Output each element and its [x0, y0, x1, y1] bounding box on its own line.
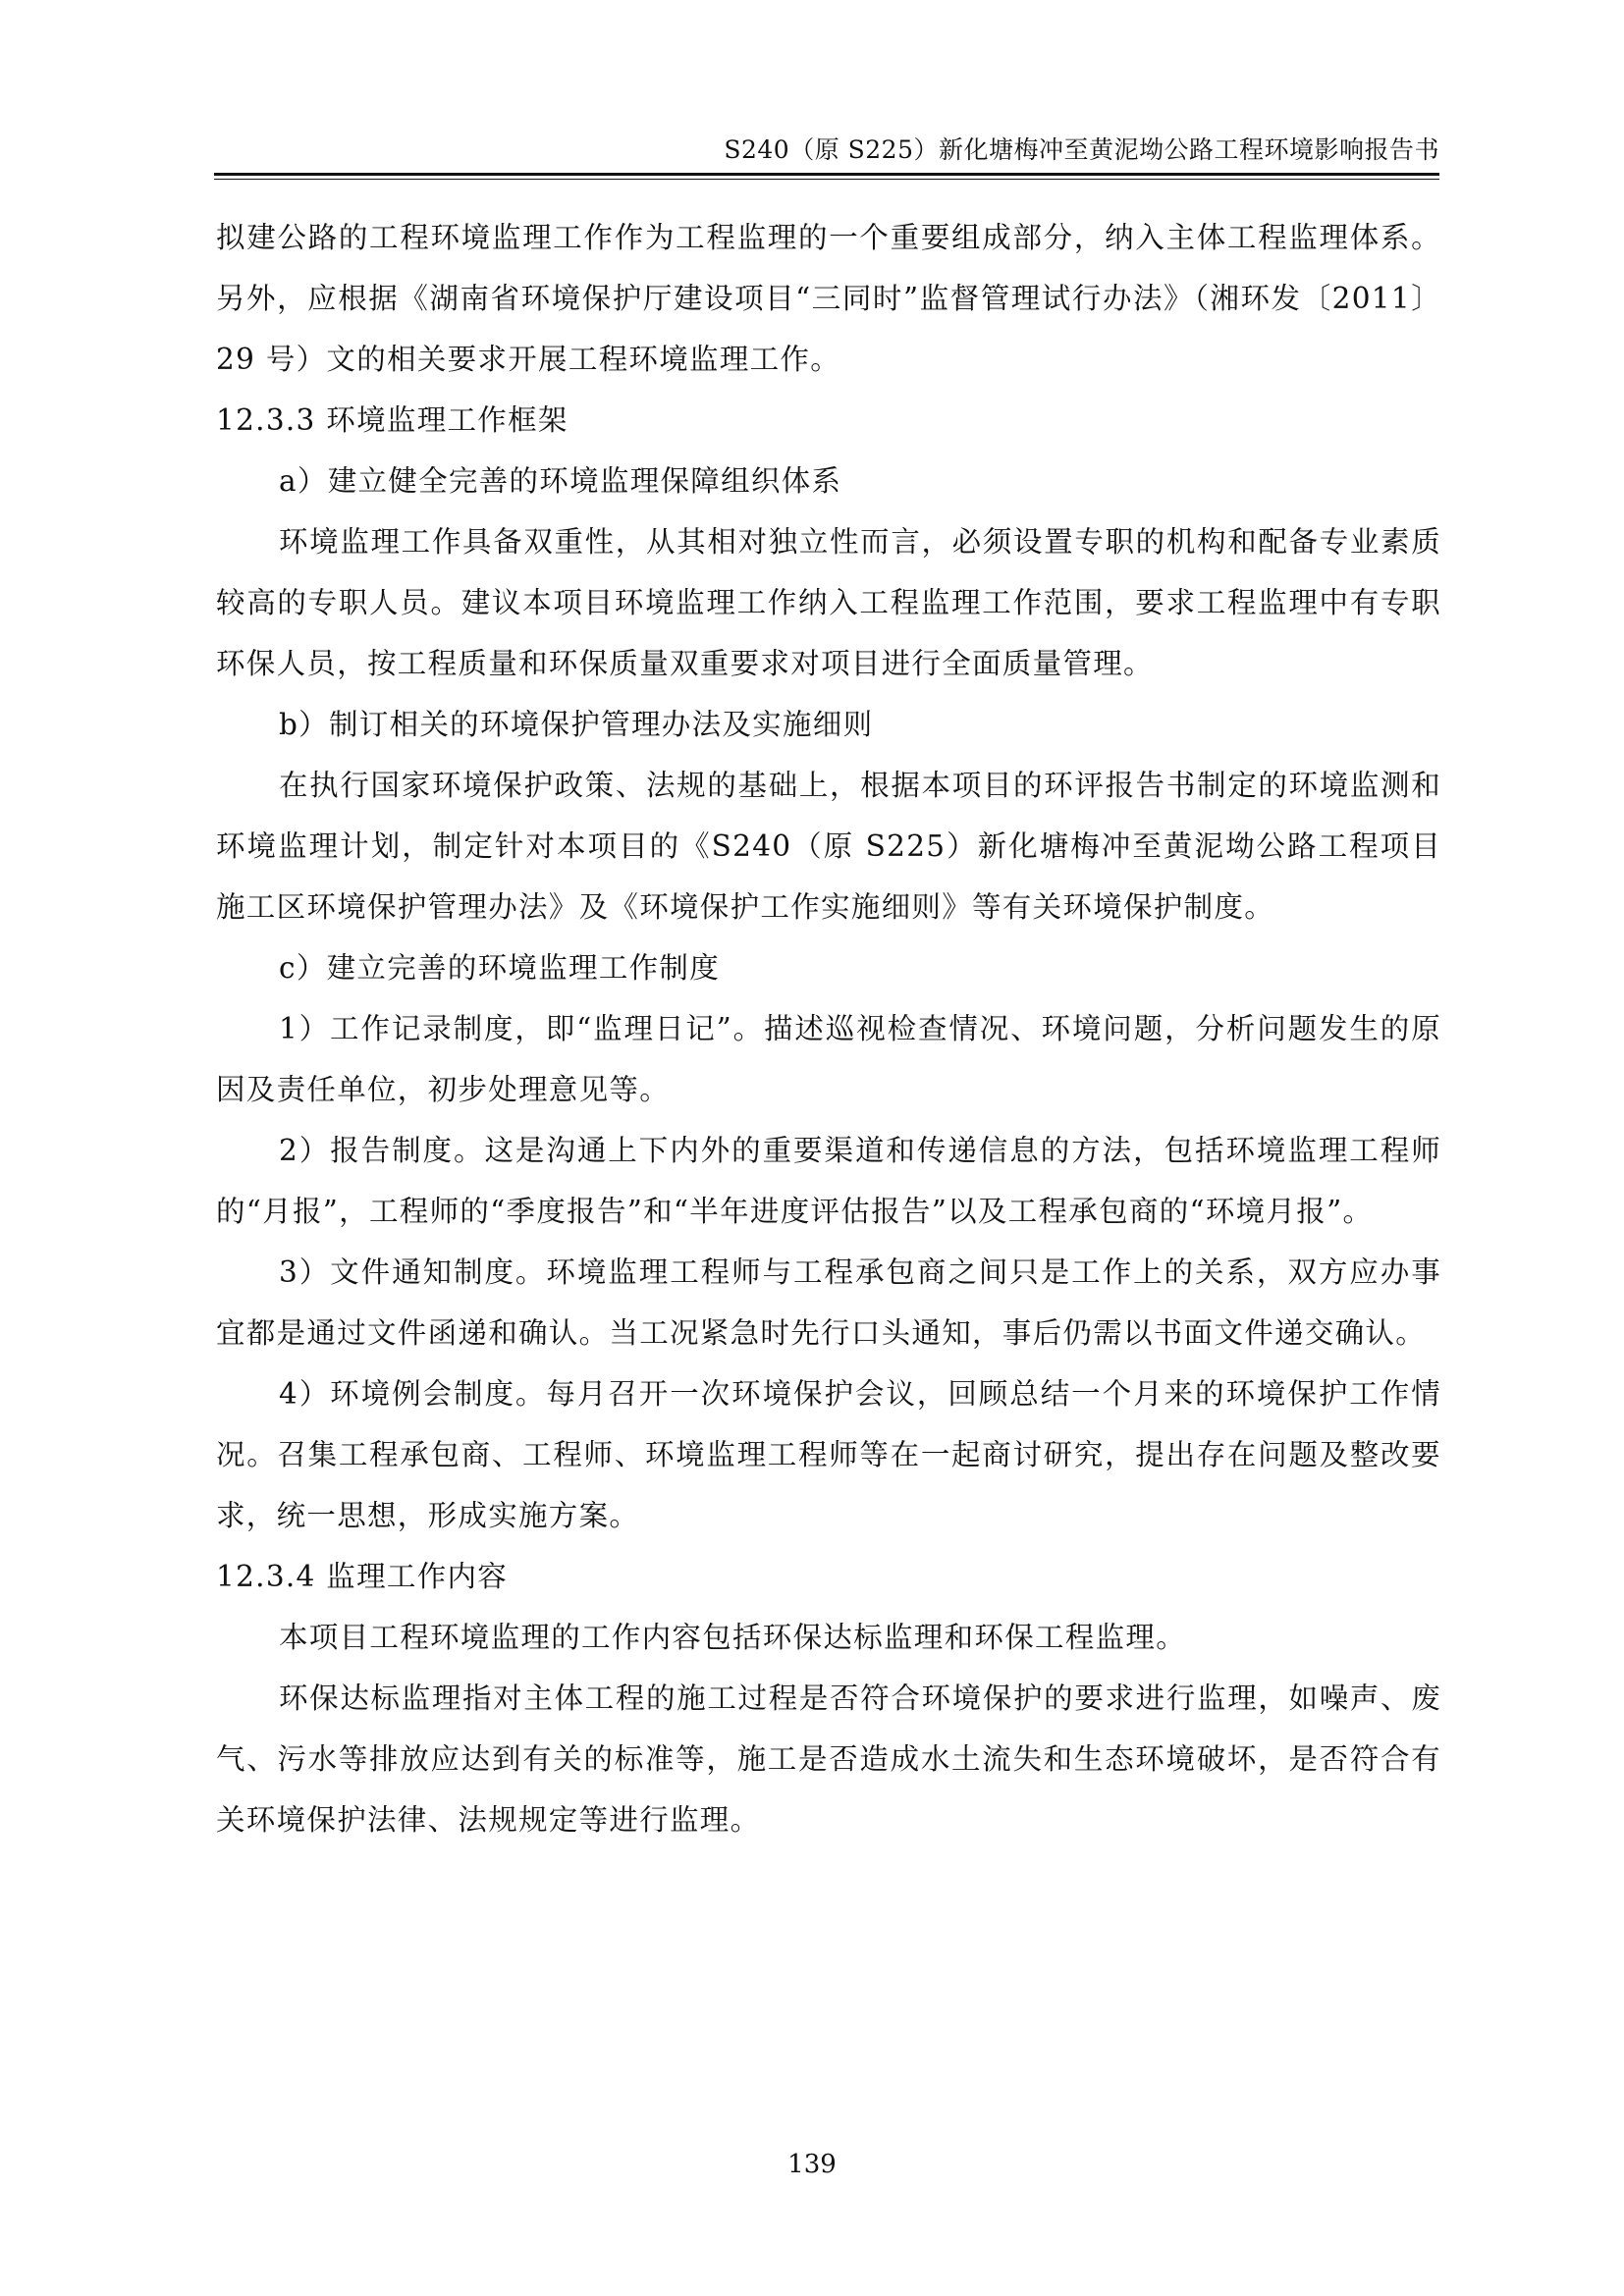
- running-header: S240（原 S225）新化塘梅冲至黄泥坳公路工程环境影响报告书: [724, 135, 1439, 164]
- paragraph: 环保达标监理指对主体工程的施工过程是否符合环境保护的要求进行监理，如噪声、废气、污水等排放应达到有关的标准等，施工是否造成水土流失和生态环境破坏，是否符合有关环境保护法律、法规规定等进行监理。: [216, 1682, 1441, 1837]
- header-rule-thin: [214, 179, 1439, 180]
- list-item-4: 4）环境例会制度。每月召开一次环境保护会议，回顾总结一个月来的环境保护工作情况。召集工程承包商、工程师、环境监理工程师等在一起商讨研究，提出存在问题及整改要求，统一思想，形成实施方案。: [216, 1377, 1441, 1532]
- subheading-c: c）建立完善的环境监理工作制度: [279, 951, 721, 985]
- paragraph-continuation: 拟建公路的工程环境监理工作作为工程监理的一个重要组成部分，纳入主体工程监理体系。另外，应根据《湖南省环境保护厅建设项目“三同时”监督管理试行办法》（湘环发〔2011〕29 号）文的相关要求开展工程环境监理工作。: [216, 221, 1441, 376]
- page-number: 139: [787, 2150, 837, 2179]
- paragraph: 在执行国家环境保护政策、法规的基础上，根据本项目的环评报告书制定的环境监测和环境监理计划，制定针对本项目的《S240（原 S225）新化塘梅冲至黄泥坳公路工程项目施工区环境保护管理办法》及《环境保护工作实施细则》等有关环境保护制度。: [216, 769, 1441, 924]
- subheading-a: a）建立健全完善的环境监理保障组织体系: [279, 464, 842, 498]
- body-text: [216, 207, 1441, 1850]
- header-rule-thick: [214, 173, 1439, 176]
- section-heading-12-3-3: 12.3.3 环境监理工作框架: [216, 403, 568, 437]
- subheading-b: b）制订相关的环境保护管理办法及实施细则: [279, 708, 874, 741]
- list-item-1: 1）工作记录制度，即“监理日记”。描述巡视检查情况、环境问题，分析问题发生的原因及责任单位，初步处理意见等。: [216, 1012, 1441, 1106]
- list-item-2: 2）报告制度。这是沟通上下内外的重要渠道和传递信息的方法，包括环境监理工程师的“月报”，工程师的“季度报告”和“半年进度评估报告”以及工程承包商的“环境月报”。: [216, 1134, 1441, 1228]
- list-item-3: 3）文件通知制度。环境监理工程师与工程承包商之间只是工作上的关系，双方应办事宜都是通过文件函递和确认。当工况紧急时先行口头通知，事后仍需以书面文件递交确认。: [216, 1255, 1441, 1350]
- paragraph: 本项目工程环境监理的工作内容包括环保达标监理和环保工程监理。: [279, 1621, 1187, 1654]
- section-heading-12-3-4: 12.3.4 监理工作内容: [216, 1560, 509, 1593]
- paragraph: 环境监理工作具备双重性，从其相对独立性而言，必须设置专职的机构和配备专业素质较高的专职人员。建议本项目环境监理工作纳入工程监理工作范围，要求工程监理中有专职环保人员，按工程质量和环保质量双重要求对项目进行全面质量管理。: [216, 525, 1441, 680]
